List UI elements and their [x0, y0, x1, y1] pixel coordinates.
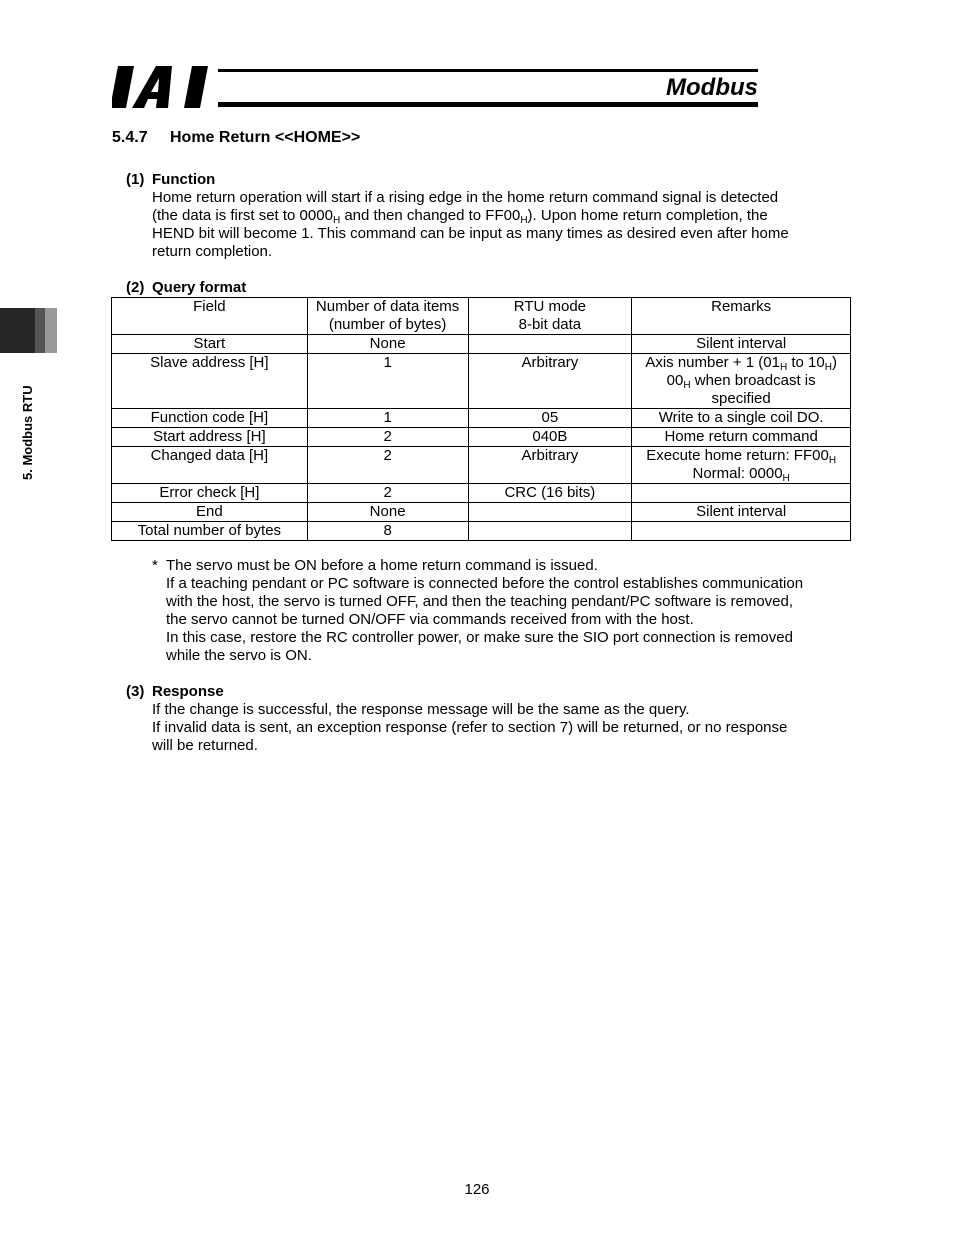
header-field: Field	[112, 298, 308, 335]
header-rule-thick	[218, 102, 758, 107]
response-line-2: If invalid data is sent, an exception response (refer to section 7) will be returned, or no response	[152, 719, 788, 736]
table-header-row	[112, 298, 851, 335]
cell-remarks: Write to a single coil DO.	[632, 409, 851, 428]
cell-rtu	[468, 503, 632, 522]
header-rule-thin	[218, 69, 758, 72]
header-rtu: RTU mode 8-bit data	[468, 298, 632, 335]
section-number: 5.4.7	[112, 129, 148, 146]
function-num: (1)	[126, 171, 145, 188]
cell-count: 2	[307, 428, 468, 447]
cell-count: 2	[307, 447, 468, 484]
page-number: 126	[464, 1181, 490, 1198]
table-row	[112, 409, 851, 428]
cell-remarks: Silent interval	[632, 503, 851, 522]
header-count: Number of data items (number of bytes)	[307, 298, 468, 335]
table-row	[112, 354, 851, 409]
cell-rtu	[468, 335, 632, 354]
cell-field: Start address [H]	[112, 428, 308, 447]
cell-field: Function code [H]	[112, 409, 308, 428]
iai-logo	[112, 66, 212, 108]
query-num: (2)	[126, 279, 145, 296]
cell-field: Error check [H]	[112, 484, 308, 503]
cell-field: Slave address [H]	[112, 354, 308, 409]
function-line-1: Home return operation will start if a rising edge in the home return command signal is detected	[152, 189, 779, 206]
response-num: (3)	[126, 683, 145, 700]
cell-rtu: Arbitrary	[468, 354, 632, 409]
note-line: If a teaching pendant or PC software is connected before the control establishes communication	[166, 575, 804, 592]
query-heading	[126, 279, 246, 296]
header-remarks: Remarks	[632, 298, 851, 335]
cell-remarks: Silent interval	[632, 335, 851, 354]
side-tab-label: 5. Modbus RTU	[20, 385, 35, 480]
cell-rtu: CRC (16 bits)	[468, 484, 632, 503]
cell-remarks: Execute home return: $FF00_H$ Normal: $0000_H$	[632, 447, 851, 484]
table-row	[112, 335, 851, 354]
cell-remarks: Home return command	[632, 428, 851, 447]
cell-count: 2	[307, 484, 468, 503]
cell-count: 8	[307, 522, 468, 541]
cell-count: 1	[307, 354, 468, 409]
cell-remarks	[632, 522, 851, 541]
side-tab-block-mid	[35, 308, 45, 353]
function-line-3: HEND bit will become 1. This command can be input as many times as desired even after home	[152, 225, 789, 242]
function-line-2: (the data is first set to $0000_H$ and then changed to $FF00_H$). Upon home return completion, the	[152, 207, 768, 226]
query-format-table	[111, 297, 851, 541]
function-heading-text: Function	[152, 171, 216, 188]
table-row	[112, 503, 851, 522]
side-tab-block	[0, 308, 35, 353]
cell-field: Start	[112, 335, 308, 354]
cell-count: 1	[307, 409, 468, 428]
query-heading-text: Query format	[152, 279, 247, 296]
response-heading	[126, 683, 224, 700]
note-line: with the host, the servo is turned OFF, and then the teaching pendant/PC software is removed,	[166, 593, 794, 610]
cell-rtu: Arbitrary	[468, 447, 632, 484]
table-row	[112, 484, 851, 503]
note-body	[166, 557, 803, 665]
cell-rtu	[468, 522, 632, 541]
function-paragraph	[152, 189, 832, 261]
section-title	[112, 129, 360, 147]
response-line-3: will be returned.	[152, 737, 258, 754]
note-asterisk: *	[152, 557, 158, 574]
cell-remarks	[632, 484, 851, 503]
table-row	[112, 447, 851, 484]
cell-remarks: Axis number + 1 ($01_H$ to $10_H$) $00_H$ when broadcast is specified	[632, 354, 851, 409]
note-line: In this case, restore the RC controller power, or make sure the SIO port connection is removed	[166, 629, 793, 646]
cell-count: None	[307, 503, 468, 522]
response-paragraph	[152, 701, 832, 755]
function-heading	[126, 171, 215, 188]
cell-field: End	[112, 503, 308, 522]
cell-rtu: 05	[468, 409, 632, 428]
note-line: The servo must be ON before a home return command is issued.	[166, 557, 598, 574]
table-row	[112, 428, 851, 447]
cell-field: Changed data [H]	[112, 447, 308, 484]
cell-field: Total number of bytes	[112, 522, 308, 541]
table-row-total	[112, 522, 851, 541]
note-line: the servo cannot be turned ON/OFF via commands received from with the host.	[166, 611, 694, 628]
header-title: Modbus	[666, 74, 758, 101]
cell-count: None	[307, 335, 468, 354]
side-tab-block-light	[45, 308, 57, 353]
note-line: while the servo is ON.	[166, 647, 312, 664]
response-heading-text: Response	[152, 683, 224, 700]
cell-rtu: 040B	[468, 428, 632, 447]
response-line-1: If the change is successful, the response message will be the same as the query.	[152, 701, 690, 718]
section-title-text: Home Return <<HOME>>	[170, 129, 361, 146]
function-line-4: return completion.	[152, 243, 273, 260]
